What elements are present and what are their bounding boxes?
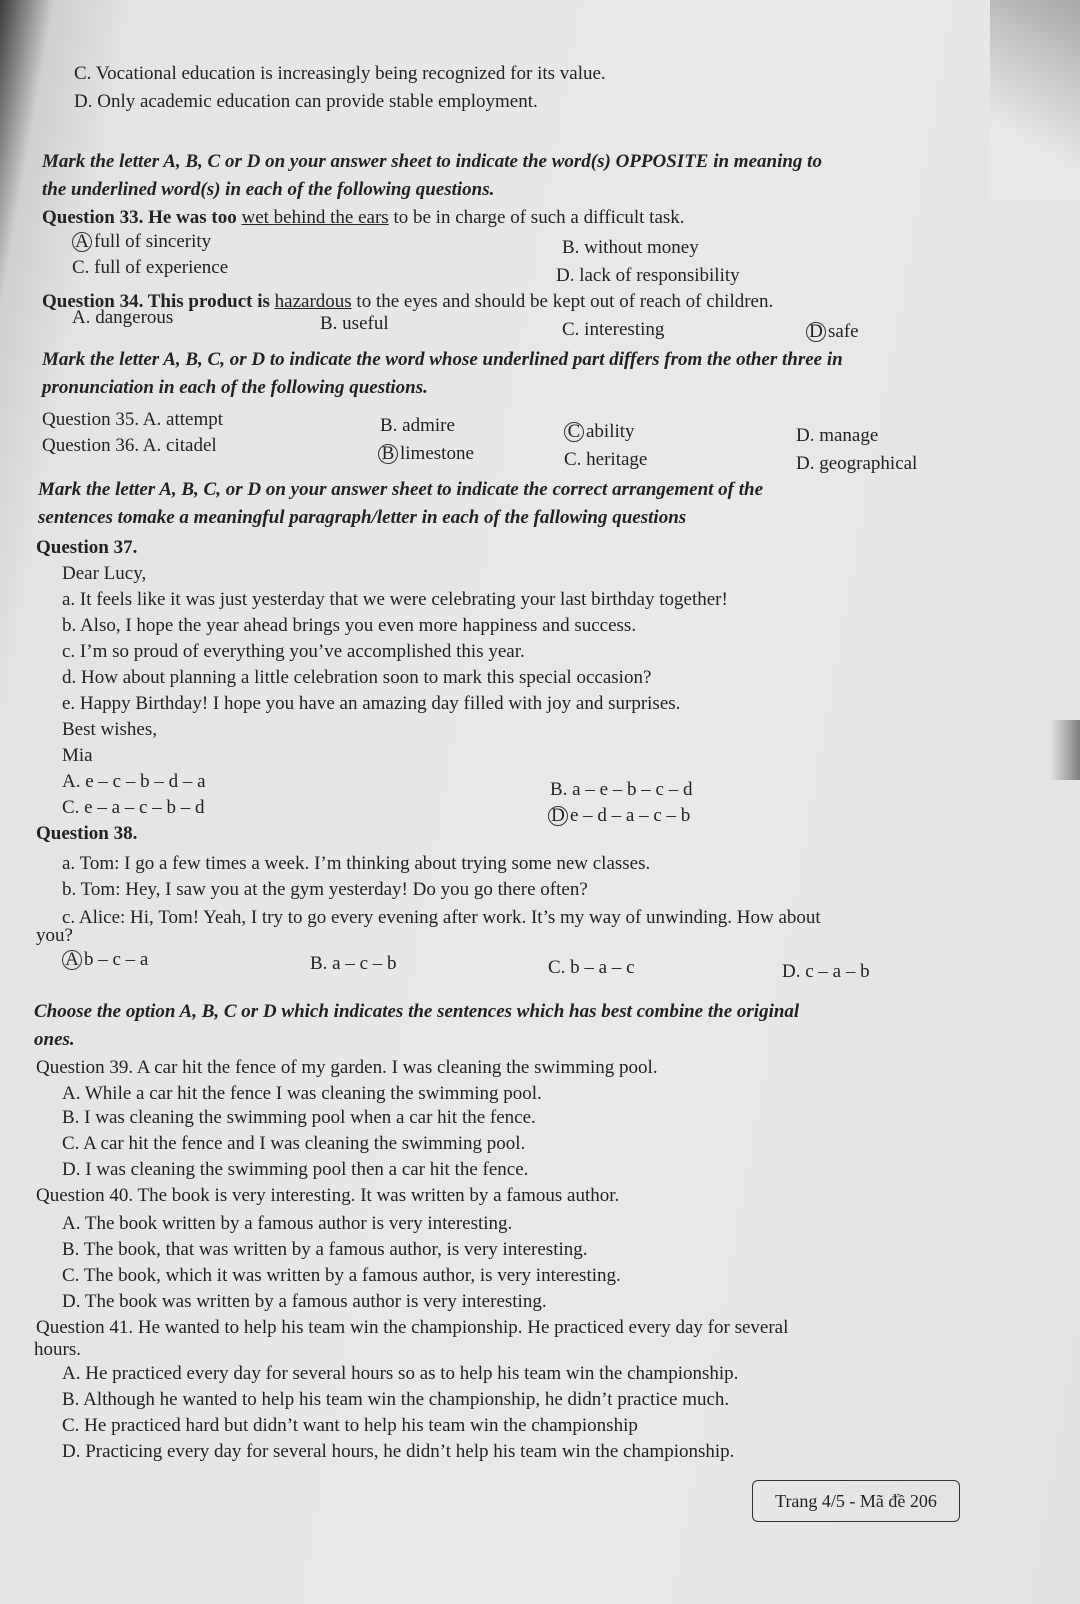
q40-option-c: C. The book, which it was written by a famous author, is very interesting. bbox=[62, 1265, 621, 1286]
answer-circle-icon: C bbox=[564, 422, 584, 442]
q33-option-c: C. full of experience bbox=[72, 257, 229, 278]
q41-option-a: A. He practiced every day for several hours so as to help his team win the championship. bbox=[62, 1363, 739, 1384]
q34-option-b: B. useful bbox=[320, 313, 389, 334]
q41-option-c: C. He practiced hard but didn’t want to help his team win the championship bbox=[62, 1415, 638, 1436]
answer-circle-icon: D bbox=[806, 322, 826, 342]
instruction-pronunciation-2: pronunciation in each of the following questions. bbox=[42, 377, 428, 398]
question-35: Question 35. A. attempt bbox=[42, 409, 224, 430]
q33-option-b: B. without money bbox=[562, 237, 699, 258]
instruction-combine-2: ones. bbox=[34, 1029, 75, 1050]
question-41-2: hours. bbox=[34, 1339, 81, 1360]
instruction-pronunciation-1: Mark the letter A, B, C, or D to indicate the word whose underlined part differs from the other three in bbox=[42, 349, 843, 370]
q35-option-c: C ability bbox=[564, 420, 635, 443]
question-37: Question 37. bbox=[36, 537, 138, 558]
q38-option-b: B. a – c – b bbox=[310, 953, 397, 974]
q37-option-b: B. a – e – b – c – d bbox=[550, 779, 693, 800]
q39-option-d: D. I was cleaning the swimming pool then a car hit the fence. bbox=[62, 1159, 529, 1180]
q36-option-c: C. heritage bbox=[564, 449, 648, 470]
q34-option-d: D safe bbox=[806, 320, 859, 343]
q40-option-b: B. The book, that was written by a famous author, is very interesting. bbox=[62, 1239, 588, 1260]
page-corner bbox=[990, 0, 1080, 200]
question-36: Question 36. A. citadel bbox=[42, 435, 217, 456]
q36-option-b: B limestone bbox=[378, 442, 474, 465]
sentence-b: b. Also, I hope the year ahead brings you even more happiness and success. bbox=[62, 615, 637, 636]
letter-closing: Best wishes, bbox=[62, 719, 157, 740]
question-38: Question 38. bbox=[36, 823, 138, 844]
sentence-e: e. Happy Birthday! I hope you have an amazing day filled with joy and surprises. bbox=[62, 693, 681, 714]
question-33: Question 33. He was too wet behind the ears to be in charge of such a difficult task. bbox=[42, 207, 685, 228]
page-footer: Trang 4/5 - Mã đề 206 bbox=[752, 1480, 960, 1522]
sentence-a: a. It feels like it was just yesterday that we were celebrating your last birthday together! bbox=[62, 589, 728, 610]
q33-option-d: D. lack of responsibility bbox=[556, 265, 740, 286]
instruction-combine-1: Choose the option A, B, C or D which indicates the sentences which has best combine the original bbox=[34, 1001, 800, 1022]
dialogue-a: a. Tom: I go a few times a week. I’m thinking about trying some new classes. bbox=[62, 853, 651, 874]
dialogue-c-1: c. Alice: Hi, Tom! Yeah, I try to go every evening after work. It’s my way of unwinding. How about bbox=[62, 907, 821, 928]
dialogue-c-2: you? bbox=[36, 925, 73, 946]
q34-option-c: C. interesting bbox=[562, 319, 665, 340]
answer-circle-icon: D bbox=[548, 806, 568, 826]
question-39: Question 39. A car hit the fence of my garden. I was cleaning the swimming pool. bbox=[36, 1057, 658, 1078]
answer-circle-icon: A bbox=[72, 232, 92, 252]
q39-option-a: A. While a car hit the fence I was cleaning the swimming pool. bbox=[62, 1083, 542, 1104]
q37-option-c: C. e – a – c – b – d bbox=[62, 797, 205, 818]
question-40: Question 40. The book is very interesting. It was written by a famous author. bbox=[36, 1185, 620, 1206]
q39-option-c: C. A car hit the fence and I was cleaning the swimming pool. bbox=[62, 1133, 526, 1154]
q35-option-b: B. admire bbox=[380, 415, 455, 436]
instruction-opposite-2: the underlined word(s) in each of the following questions. bbox=[42, 179, 495, 200]
instruction-opposite-1: Mark the letter A, B, C or D on your answer sheet to indicate the word(s) OPPOSITE in meaning to bbox=[42, 151, 822, 172]
sentence-d: d. How about planning a little celebration soon to mark this special occasion? bbox=[62, 667, 652, 688]
q41-option-d: D. Practicing every day for several hours, he didn’t help his team win the championship. bbox=[62, 1441, 735, 1462]
q38-option-c: C. b – a – c bbox=[548, 957, 635, 978]
option-c-prev: C. Vocational education is increasingly being recognized for its value. bbox=[74, 63, 606, 84]
q34-option-a: A. dangerous bbox=[72, 307, 174, 328]
sentence-c: c. I’m so proud of everything you’ve accomplished this year. bbox=[62, 641, 525, 662]
question-34: Question 34. This product is hazardous to the eyes and should be kept out of reach of children. bbox=[42, 291, 774, 312]
instruction-arrangement-1: Mark the letter A, B, C, or D on your answer sheet to indicate the correct arrangement of the bbox=[38, 479, 764, 500]
q36-option-d: D. geographical bbox=[796, 453, 918, 474]
answer-circle-icon: B bbox=[378, 444, 398, 464]
q37-option-a: A. e – c – b – d – a bbox=[62, 771, 206, 792]
q35-option-d: D. manage bbox=[796, 425, 879, 446]
q37-option-d: D e – d – a – c – b bbox=[548, 804, 690, 827]
q38-option-a: A b – c – a bbox=[62, 948, 148, 971]
q33-option-a: A full of sincerity bbox=[72, 230, 211, 253]
question-41-1: Question 41. He wanted to help his team win the championship. He practiced every day for several bbox=[36, 1317, 789, 1338]
dialogue-b: b. Tom: Hey, I saw you at the gym yesterday! Do you go there often? bbox=[62, 879, 588, 900]
q41-option-b: B. Although he wanted to help his team win the championship, he didn’t practice much. bbox=[62, 1389, 730, 1410]
letter-greeting: Dear Lucy, bbox=[62, 563, 147, 584]
option-d-prev: D. Only academic education can provide stable employment. bbox=[74, 91, 538, 112]
q40-option-d: D. The book was written by a famous author is very interesting. bbox=[62, 1291, 547, 1312]
instruction-arrangement-2: sentences tomake a meaningful paragraph/letter in each of the fallowing questions bbox=[38, 507, 687, 528]
q38-option-d: D. c – a – b bbox=[782, 961, 870, 982]
answer-circle-icon: A bbox=[62, 950, 82, 970]
q39-option-b: B. I was cleaning the swimming pool when a car hit the fence. bbox=[62, 1107, 536, 1128]
letter-signature: Mia bbox=[62, 745, 93, 766]
q40-option-a: A. The book written by a famous author is very interesting. bbox=[62, 1213, 513, 1234]
page-shadow bbox=[1050, 720, 1080, 780]
